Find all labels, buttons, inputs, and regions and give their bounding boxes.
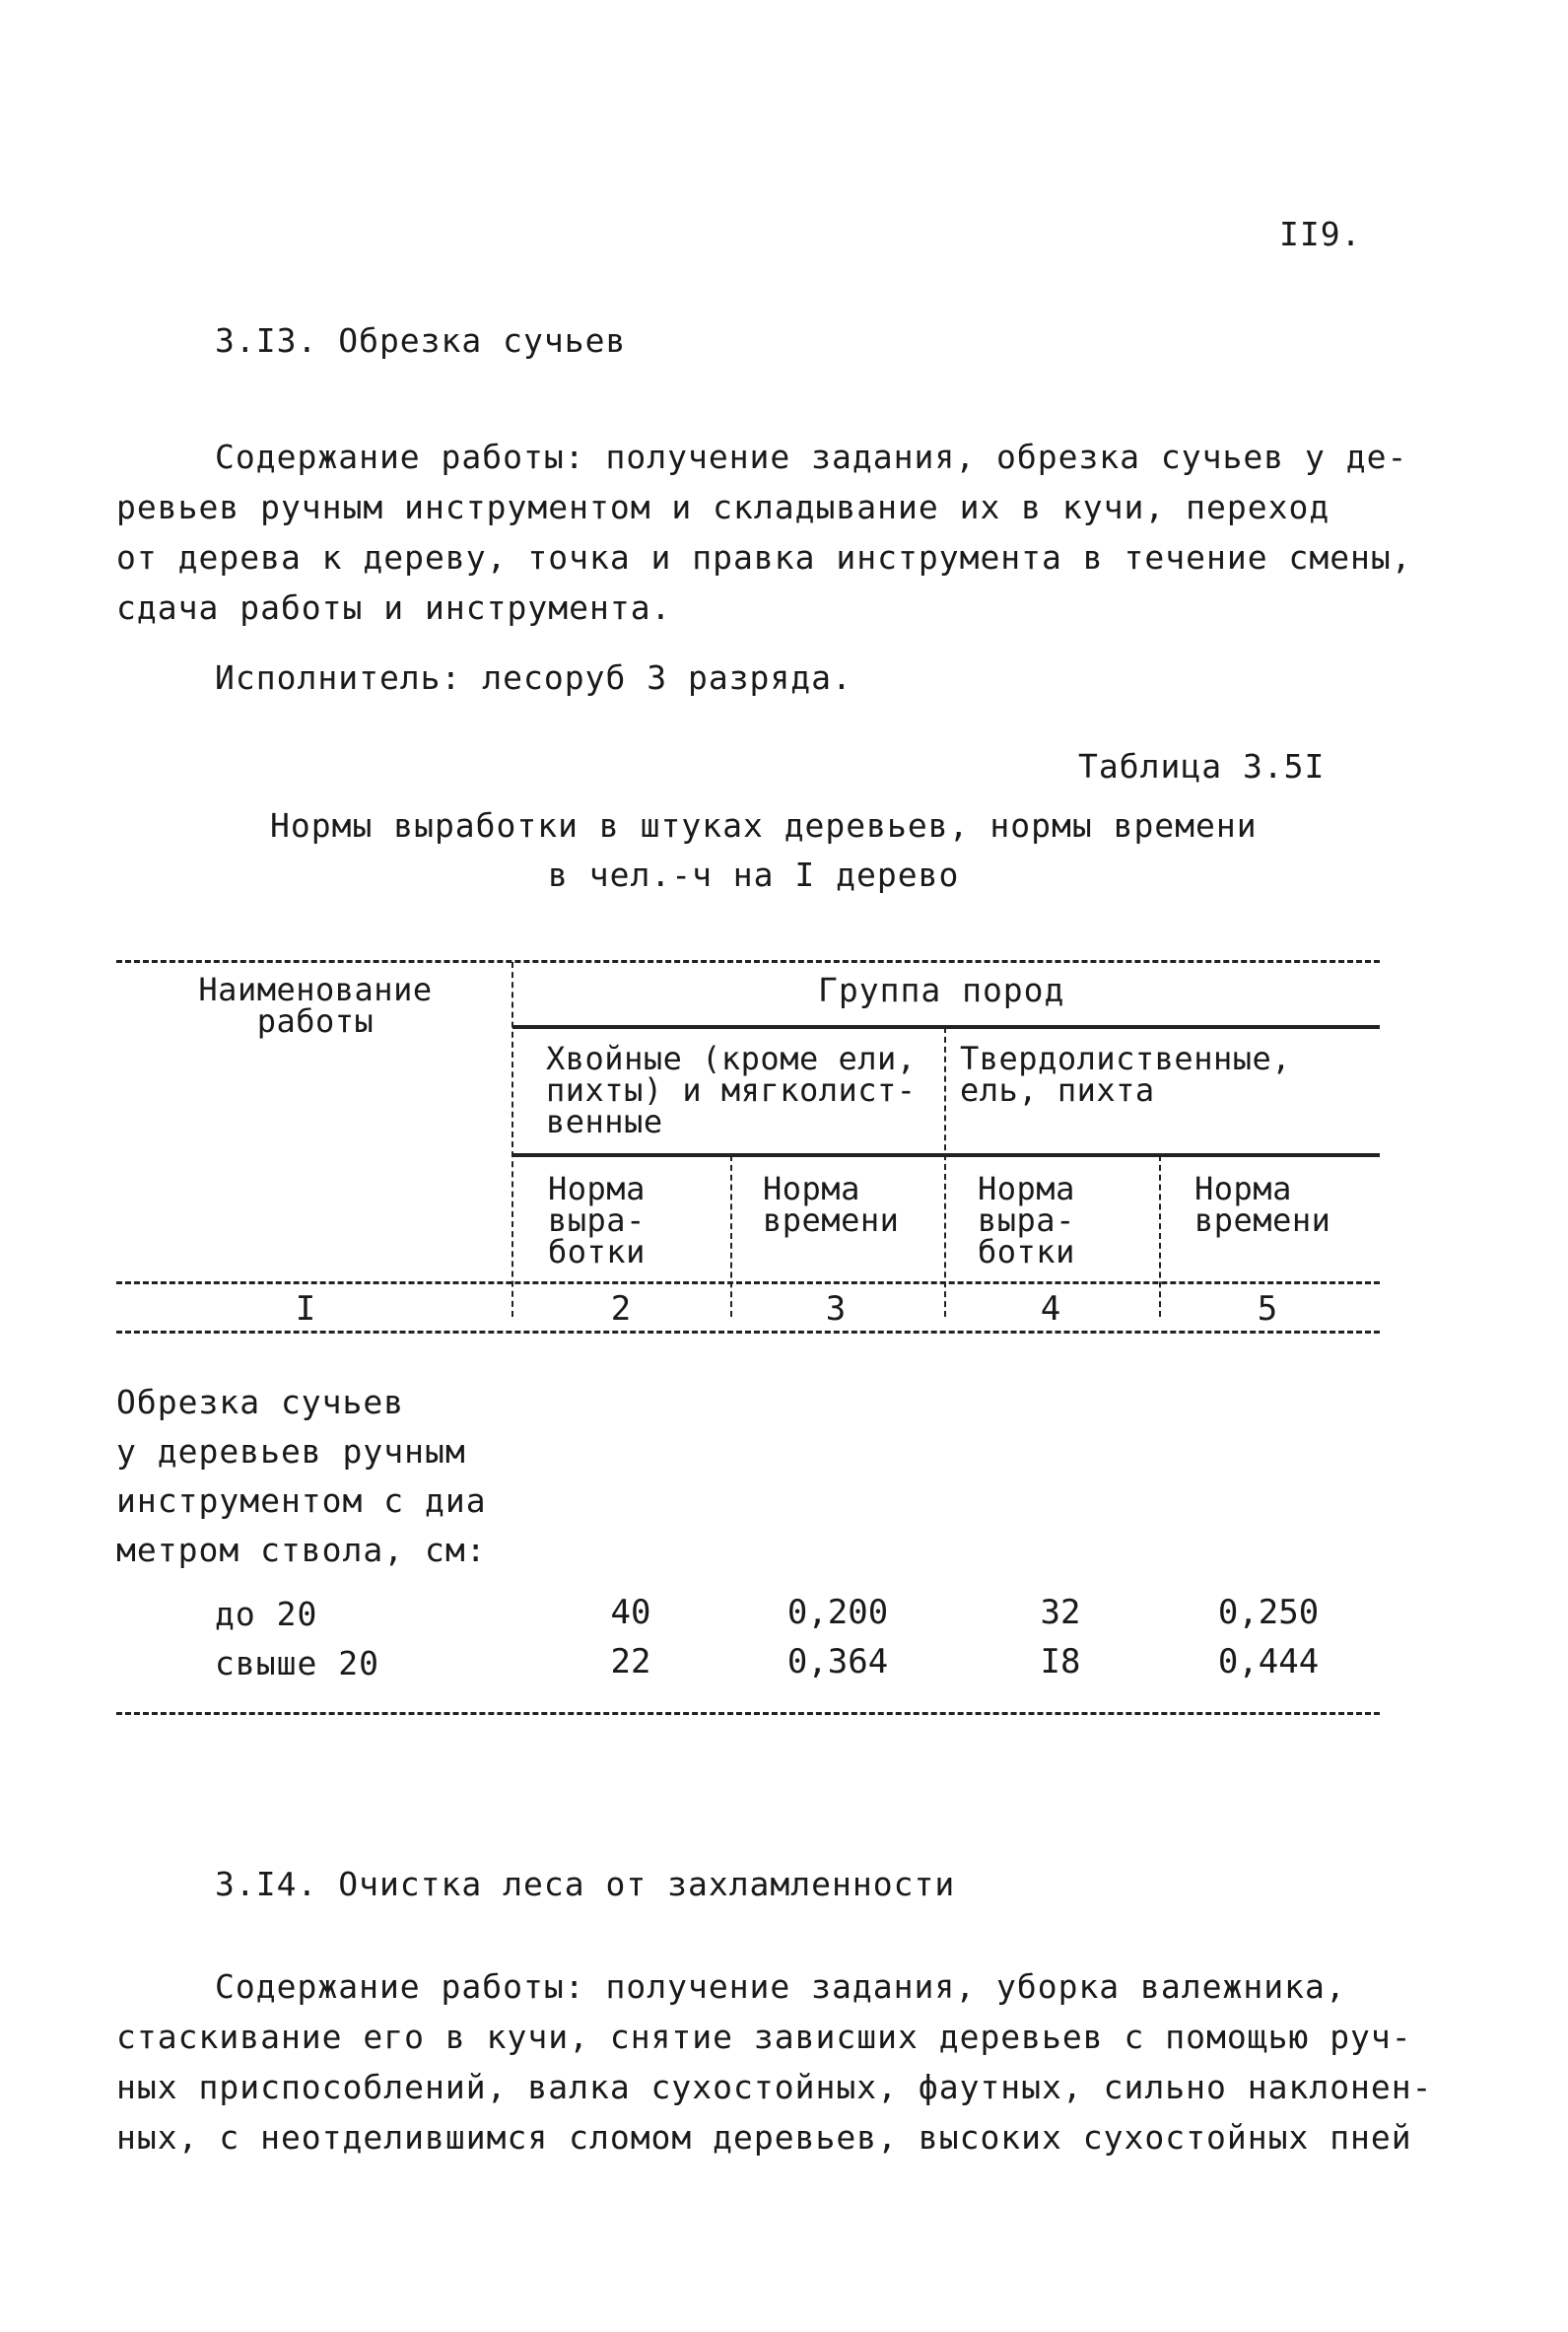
header-line: Норма: [763, 1170, 860, 1207]
content-line: от дерева к дереву, точка и правка инструмента в течение смены,: [116, 538, 1412, 577]
content-line: Содержание работы: получение задания, уборка валежника,: [215, 1967, 1346, 2006]
row-label-line: метром ствола, см:: [116, 1531, 487, 1569]
col-number: 3: [825, 1289, 847, 1329]
header-line: Норма: [978, 1170, 1075, 1207]
subheader-time: [763, 1170, 900, 1239]
table-cell: 0,250: [1217, 1593, 1320, 1632]
header-line: ботки: [548, 1233, 646, 1270]
header-line: Хвойные (кроме ели,: [546, 1040, 917, 1077]
header-line: работы: [256, 1002, 375, 1040]
content-line: стаскивание его в кучи, снятие зависших деревьев с помощью руч-: [116, 2018, 1412, 2056]
table-title-line1: Нормы выработки в штуках деревьев, нормы времени: [270, 806, 1258, 845]
header-line: выра-: [978, 1201, 1075, 1239]
table-bottom-rule: [116, 1712, 1380, 1715]
table-cell: 40: [610, 1593, 651, 1632]
content-line: сдача работы и инструмента.: [116, 588, 672, 627]
subgroup-rule: [512, 1153, 1380, 1157]
header-line: Наименование: [198, 971, 433, 1008]
header-line: Норма: [548, 1170, 646, 1207]
row-label-line: у деревьев ручным: [116, 1432, 466, 1471]
col-header-work-name: [192, 971, 439, 1040]
content-line: ревьев ручным инструментом и складывание их в кучи, переход: [116, 488, 1330, 526]
header-line: венные: [546, 1103, 663, 1140]
executor-line: Исполнитель: лесоруб 3 разряда.: [215, 658, 852, 697]
table-row-name: свыше 20: [215, 1644, 379, 1682]
col-number: 2: [610, 1289, 632, 1329]
header-line: ель, пихта: [960, 1071, 1155, 1109]
header-line: ботки: [978, 1233, 1075, 1270]
table-cell: 32: [1040, 1593, 1081, 1632]
row-label-line: инструментом с диа: [116, 1481, 487, 1520]
row-label: [116, 1378, 487, 1575]
numbers-bottom-rule: [116, 1331, 1380, 1334]
section-content: [116, 1961, 1433, 2162]
table-cell: 0,364: [786, 1642, 889, 1681]
header-line: Норма: [1194, 1170, 1292, 1207]
table-title-line2: в чел.-ч на I дерево: [548, 856, 960, 894]
col-divider: [1159, 1155, 1161, 1317]
content-line: ных, с неотделившимся сломом деревьев, высоких сухостойных пней: [116, 2118, 1412, 2157]
group-hardwood-header: [960, 1040, 1292, 1109]
col-number: I: [295, 1289, 316, 1329]
col-number: 4: [1040, 1289, 1061, 1329]
table-cell: 0,200: [786, 1593, 889, 1632]
table-row-name: до 20: [215, 1595, 318, 1633]
col-divider: [511, 962, 513, 1317]
col-number: 5: [1257, 1289, 1278, 1329]
group-rule: [512, 1025, 1380, 1029]
header-line: пихты) и мягколист-: [546, 1071, 917, 1109]
group-conifer-header: [546, 1040, 917, 1140]
content-line: Содержание работы: получение задания, обрезка сучьев у де-: [215, 438, 1408, 476]
subheader-output: [548, 1170, 646, 1270]
table-cell: 22: [610, 1642, 651, 1681]
table-cell: I8: [1040, 1642, 1081, 1681]
section-content: [116, 432, 1412, 633]
col-header-group: Группа пород: [818, 971, 1065, 1009]
row-label-line: Обрезка сучьев: [116, 1383, 405, 1421]
section-heading: 3.I4. Очистка леса от захламленности: [215, 1865, 956, 1903]
content-line: ных приспособлений, валка сухостойных, фаутных, сильно наклонен-: [116, 2068, 1433, 2106]
page-number: II9.: [1279, 215, 1362, 253]
header-bottom-rule: [116, 1281, 1380, 1284]
subheader-time: [1194, 1170, 1331, 1239]
table-cell: 0,444: [1217, 1642, 1320, 1681]
header-line: выра-: [548, 1201, 646, 1239]
table-label: Таблица 3.5I: [1078, 747, 1326, 786]
col-divider: [730, 1155, 732, 1317]
col-divider: [944, 1027, 946, 1317]
header-line: времени: [763, 1201, 900, 1239]
subheader-output: [978, 1170, 1075, 1270]
header-line: времени: [1194, 1201, 1331, 1239]
table-top-rule: [116, 960, 1380, 963]
section-heading: 3.I3. Обрезка сучьев: [215, 321, 627, 360]
header-line: Твердолиственные,: [960, 1040, 1292, 1077]
